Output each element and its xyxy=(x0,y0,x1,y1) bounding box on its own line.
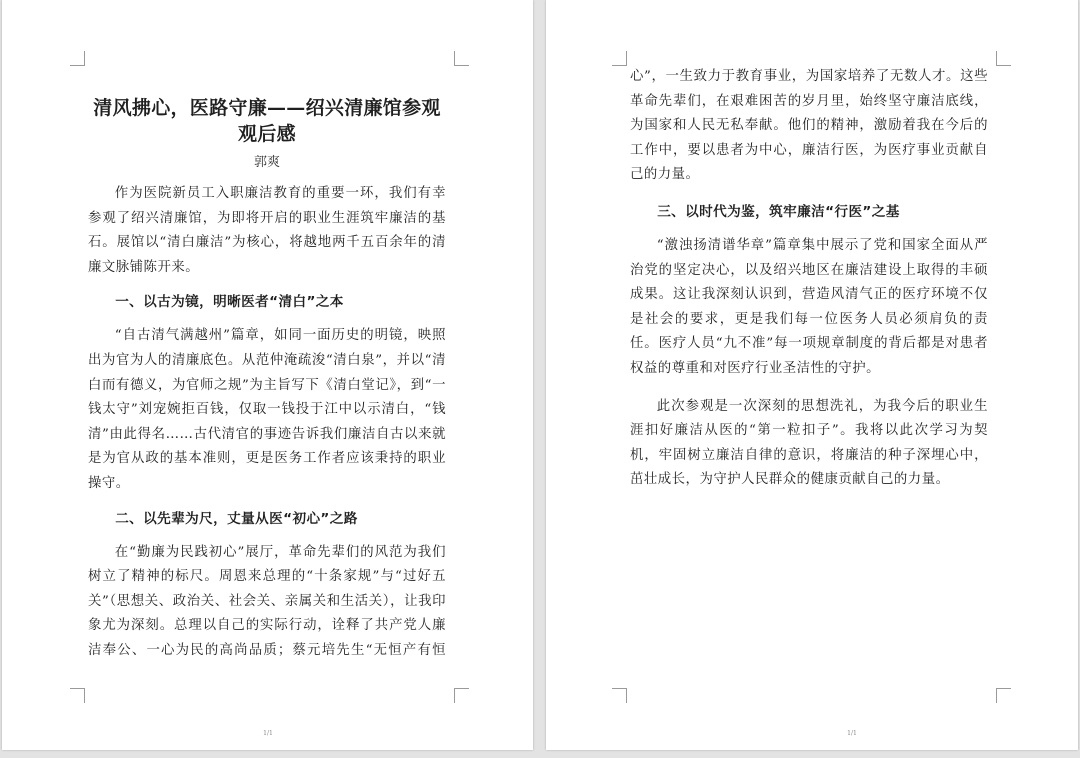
section-3-heading: 三、以时代为鉴，筑牢廉洁“行医”之基 xyxy=(657,204,900,220)
margin-corner-mark xyxy=(996,51,1011,66)
page-number: 1/1 xyxy=(847,730,857,737)
section-2-heading: 二、以先辈为尺，丈量从医“初心”之路 xyxy=(115,510,358,527)
page-left-content xyxy=(88,95,446,665)
document-title: 清风拂心，医路守廉——绍兴清廉馆参观观后感 xyxy=(93,97,441,145)
section-2-clip xyxy=(88,541,446,665)
margin-corner-mark xyxy=(612,51,627,66)
section-2-paragraph: 在“勤廉为民践初心”展厅，革命先辈们的风范为我们树立了精神的标尺。周恩来总理的“十条家规”与“过好五关”（思想关、政治关、社会关、亲属关和生活关），让我印象尤为深刻。总理以自己的实际行动，诠释了共产党人廉洁奉公、一心为民的高尚品质；蔡元培先生“无恒产有恒 xyxy=(88,544,446,658)
section-1-paragraph: “自古清气满越州”篇章，如同一面历史的明镜，映照出为官为人的清廉底色。从范仲淹疏浚“清白泉”，并以“清白而有德义，为官师之规”为主旨写下《清白堂记》，到“一钱太守”刘宠婉拒百钱，仅取一钱投于江中以示清白，“钱清”由此得名……古代清官的事迹告诉我们廉洁自古以来就是为官从政的基本准则，更是医务工作者应该秉持的职业操守。 xyxy=(88,328,446,491)
document-author: 郭爽 xyxy=(253,155,280,170)
section-1-heading: 一、以古为镜，明晰医者“清白”之本 xyxy=(115,294,344,311)
margin-corner-mark xyxy=(996,688,1011,703)
conclusion-paragraph: 此次参观是一次深刻的思想洗礼，为我今后的职业生涯扣好廉洁从医的“第一粒扣子”。我将以此次学习为契机，牢固树立廉洁自律的意识，将廉洁的种子深埋心中，茁壮成长，为守护人民群众的健康贡献自己的力量。 xyxy=(630,398,988,488)
margin-corner-mark xyxy=(454,688,469,703)
section-2-paragraph-continued: 心”，一生致力于教育事业，为国家培养了无数人才。这些革命先辈们，在艰难困苦的岁月里，始终坚守廉洁底线，为国家和人民无私奉献。他们的精神，激励着我在今后的工作中，要以患者为中心，廉洁行医，为医疗事业贡献自己的力量。 xyxy=(630,68,988,183)
section-2-continued-clip xyxy=(630,66,988,190)
margin-corner-mark xyxy=(70,688,85,703)
page-number: 1/1 xyxy=(263,730,273,737)
section-3-paragraph: “激浊扬清谱华章”篇章集中展示了党和国家全面从严治党的坚定决心，以及绍兴地区在廉洁建设上取得的丰硕成果。这让我深刻认识到，营造风清气正的医疗环境不仅是社会的要求，更是我们每一位医务人员必须肩负的责任。医疗人员“九不准”每一项规章制度的背后都是对患者权益的尊重和对医疗行业圣洁性的守护。 xyxy=(630,238,988,376)
intro-paragraph: 作为医院新员工入职廉洁教育的重要一环，我们有幸参观了绍兴清廉馆，为即将开启的职业生涯筑牢廉洁的基石。展馆以“清白廉洁”为核心，将越地两千五百余年的清廉文脉铺陈开来。 xyxy=(88,186,446,275)
page-right-content xyxy=(630,66,988,493)
document-page-right xyxy=(546,0,1078,750)
margin-corner-mark xyxy=(70,51,85,66)
document-page-left xyxy=(2,0,533,750)
margin-corner-mark xyxy=(454,51,469,66)
margin-corner-mark xyxy=(612,688,627,703)
